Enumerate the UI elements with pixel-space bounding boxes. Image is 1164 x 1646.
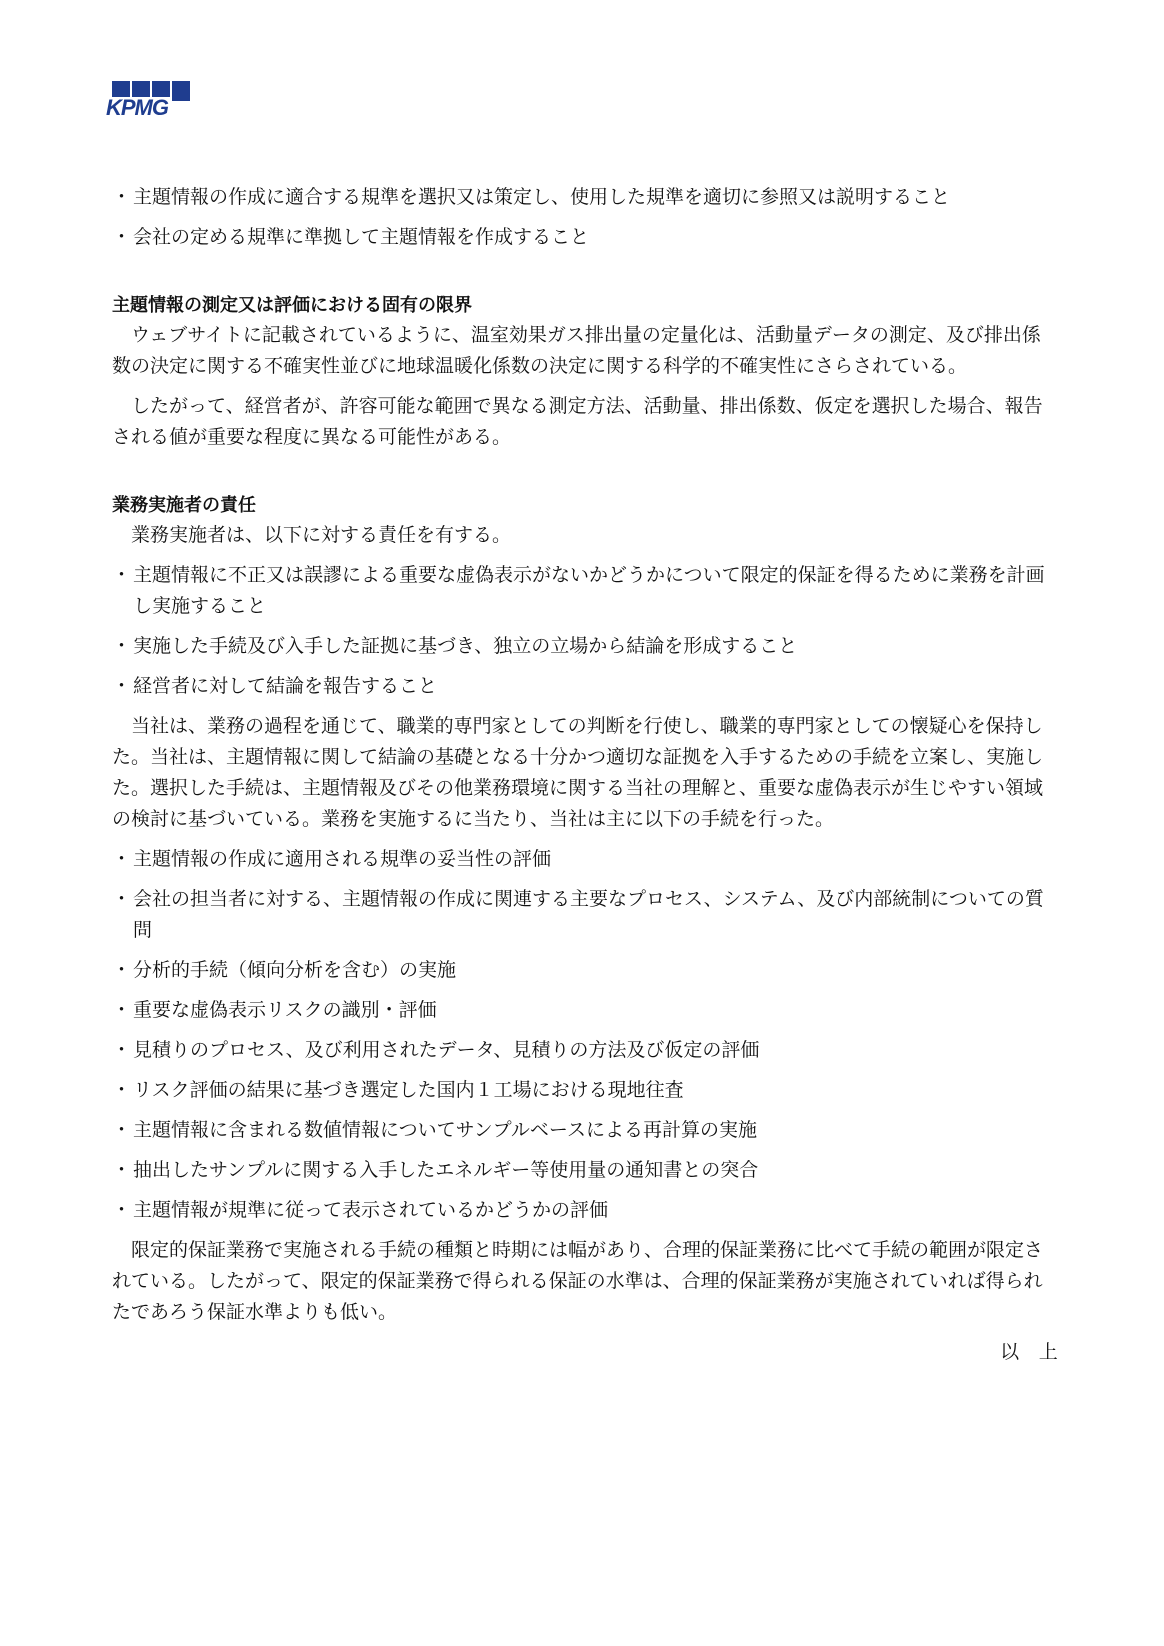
bullet-mark: ・ (112, 564, 132, 586)
list-item (112, 1195, 1058, 1226)
section-heading-limits: 主題情報の測定又は評価における固有の限界 (112, 295, 472, 316)
bullet-mark: ・ (112, 1159, 132, 1181)
paragraph: ウェブサイトに記載されているように、温室効果ガス排出量の定量化は、活動量データの測定、及び排出係数の決定に関する不確実性並びに地球温暖化係数の決定に関する科学的不確実性にさらされている。 (112, 324, 1041, 377)
list-item-text: 会社の担当者に対する、主題情報の作成に関連する主要なプロセス、システム、及び内部統制についての質問 (133, 888, 1044, 941)
list-item (112, 1155, 1058, 1186)
list-item-text: 主題情報が規準に従って表示されているかどうかの評価 (133, 1199, 609, 1221)
list-item (112, 1115, 1058, 1146)
list-item-text: 主題情報の作成に適用される規準の妥当性の評価 (133, 848, 552, 870)
list-item-text: 会社の定める規準に準拠して主題情報を作成すること (133, 226, 590, 248)
bullet-mark: ・ (112, 848, 132, 870)
document-body (112, 182, 1058, 1368)
bullet-mark: ・ (112, 1199, 132, 1221)
paragraph: 業務実施者は、以下に対する責任を有する。 (131, 524, 512, 546)
bullet-mark: ・ (112, 1039, 132, 1061)
list-item (112, 671, 1058, 702)
bullet-mark: ・ (112, 675, 132, 697)
paragraph: 限定的保証業務で実施される手続の種類と時期には幅があり、合理的保証業務に比べて手続の範囲が限定されている。したがって、限定的保証業務で得られる保証の水準は、合理的保証業務が実施されていれば得られたであろう保証水準よりも低い。 (112, 1239, 1044, 1323)
end-mark: 以 上 (1000, 1341, 1058, 1363)
list-item (112, 844, 1058, 875)
list-item (112, 631, 1058, 662)
bullet-mark: ・ (112, 1079, 132, 1101)
list-item (112, 1075, 1058, 1106)
list-item-text: 分析的手続（傾向分析を含む）の実施 (133, 959, 457, 981)
list-item (112, 222, 1058, 253)
list-item (112, 182, 1058, 213)
section-heading-responsibility: 業務実施者の責任 (112, 495, 256, 516)
list-item-text: 主題情報の作成に適合する規準を選択又は策定し、使用した規準を適切に参照又は説明すること (133, 186, 951, 208)
list-item-text: 見積りのプロセス、及び利用されたデータ、見積りの方法及び仮定の評価 (133, 1039, 760, 1061)
list-item-text: 主題情報に含まれる数値情報についてサンプルベースによる再計算の実施 (133, 1119, 757, 1141)
logo-text: KPMG (106, 95, 168, 120)
list-item-text: リスク評価の結果に基づき選定した国内１工場における現地往査 (133, 1079, 684, 1101)
kpmg-logo (104, 81, 190, 121)
bullet-mark: ・ (112, 635, 132, 657)
list-item (112, 995, 1058, 1026)
list-item-text: 重要な虚偽表示リスクの識別・評価 (133, 999, 437, 1021)
list-item (112, 560, 1058, 622)
bullet-mark: ・ (112, 186, 132, 208)
paragraph: したがって、経営者が、許容可能な範囲で異なる測定方法、活動量、排出係数、仮定を選択した場合、報告される値が重要な程度に異なる可能性がある。 (112, 395, 1043, 448)
list-item-text: 抽出したサンプルに関する入手したエネルギー等使用量の通知書との突合 (133, 1159, 759, 1181)
list-item (112, 884, 1058, 946)
bullet-mark: ・ (112, 1119, 132, 1141)
list-item-text: 実施した手続及び入手した証拠に基づき、独立の立場から結論を形成すること (133, 635, 798, 657)
list-item (112, 1035, 1058, 1066)
bullet-mark: ・ (112, 999, 132, 1021)
list-item-text: 経営者に対して結論を報告すること (133, 675, 438, 697)
paragraph: 当社は、業務の過程を通じて、職業的専門家としての判断を行使し、職業的専門家としての懐疑心を保持した。当社は、主題情報に関して結論の基礎となる十分かつ適切な証拠を入手するための手続を立案し、実施した。選択した手続は、主題情報及びその他業務環境に関する当社の理解と、重要な虚偽表示が生じやすい領域の検討に基づいている。業務を実施するに当たり、当社は主に以下の手続を行った。 (112, 715, 1044, 830)
bullet-mark: ・ (112, 888, 132, 910)
list-item (112, 955, 1058, 986)
bullet-mark: ・ (112, 226, 132, 248)
list-item-text: 主題情報に不正又は誤謬による重要な虚偽表示がないかどうかについて限定的保証を得るために業務を計画し実施すること (133, 564, 1045, 617)
bullet-mark: ・ (112, 959, 132, 981)
